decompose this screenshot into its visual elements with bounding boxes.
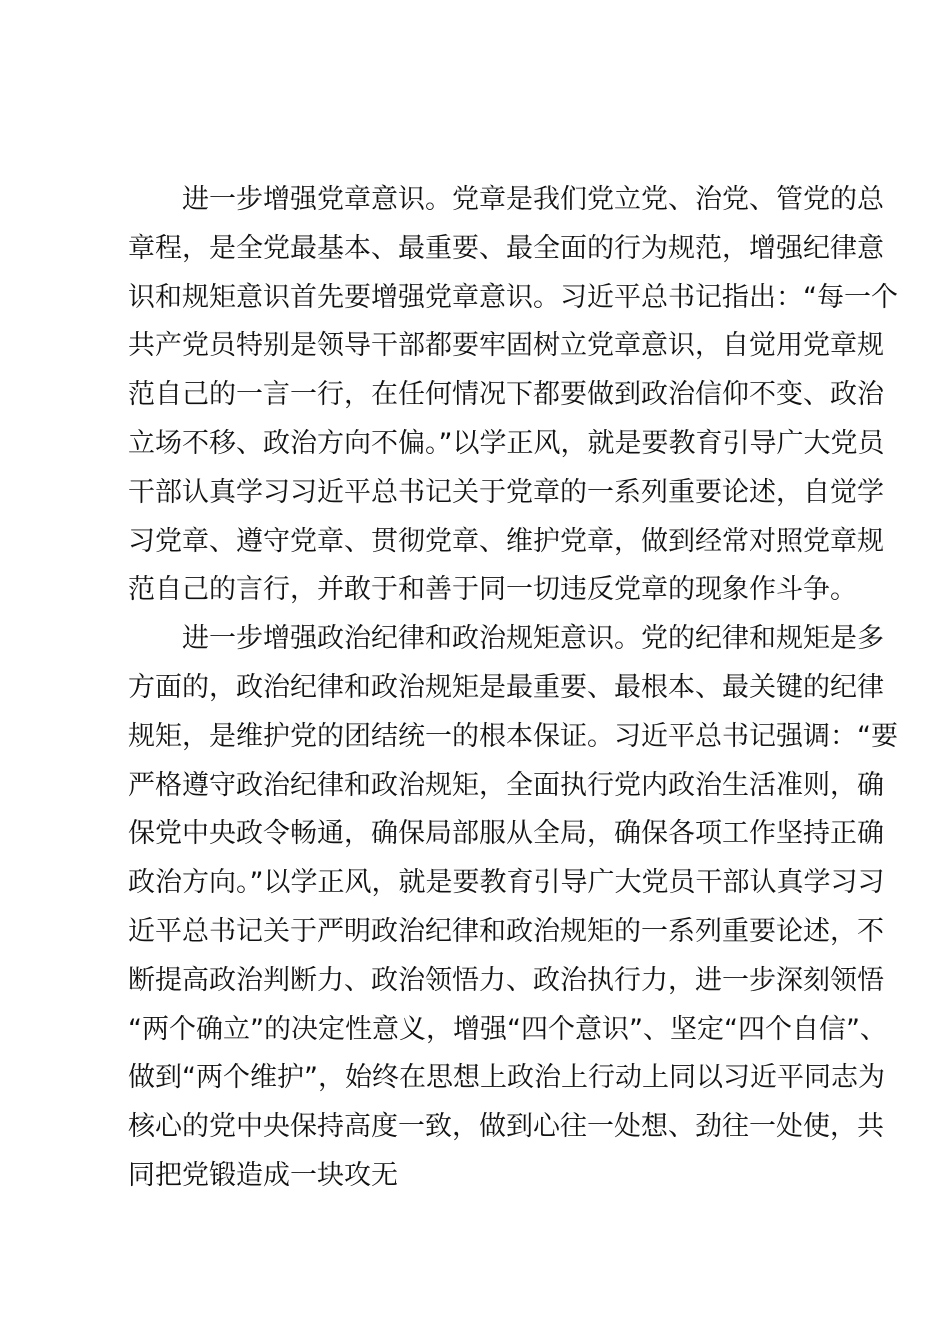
paragraph-political-discipline [128,615,898,1201]
text-line: 做到“两个维护”，始终在思想上政治上行动上同以习近平同志为 [128,1062,885,1094]
text-line: 立场不移、政治方向不偏。”以学正风，就是要教育引导广大党员 [128,427,885,459]
text-line: 范自己的言行，并敢于和善于同一切违反党章的现象作斗争。 [128,574,857,606]
text-line: 章程，是全党最基本、最重要、最全面的行为规范，增强纪律意 [128,232,884,264]
text-line: 共产党员特别是领导干部都要牢固树立党章意识，自觉用党章规 [128,330,884,362]
text-line: 方面的，政治纪律和政治规矩是最重要、最根本、最关键的纪律 [128,671,884,703]
text-line: 范自己的一言一行，在任何情况下都要做到政治信仰不变、政治 [128,379,884,411]
text-line: 近平总书记关于严明政治纪律和政治规矩的一系列重要论述，不 [128,915,884,947]
document-body [128,176,898,1201]
text-line: 保党中央政令畅通，确保局部服从全局，确保各项工作坚持正确 [128,818,884,850]
text-line: 规矩，是维护党的团结统一的根本保证。习近平总书记强调：“要 [128,720,898,752]
text-line: 严格遵守政治纪律和政治规矩，全面执行党内政治生活准则，确 [128,769,884,801]
text-line: 断提高政治判断力、政治领悟力、政治执行力，进一步深刻领悟 [128,964,884,996]
text-line: 进一步增强政治纪律和政治规矩意识。党的纪律和规矩是多 [182,623,884,655]
text-line: 习党章、遵守党章、贯彻党章、维护党章，做到经常对照党章规 [128,525,884,557]
text-line: 政治方向。”以学正风，就是要教育引导广大党员干部认真学习习 [128,867,885,899]
paragraph-party-constitution [128,176,898,615]
text-line: 进一步增强党章意识。党章是我们党立党、治党、管党的总 [182,184,884,215]
text-line: “两个确立”的决定性意义，增强“四个意识”、坚定“四个自信”、 [128,1013,887,1045]
text-line: 同把党锻造成一块攻无 [128,1159,398,1191]
text-line: 核心的党中央保持高度一致，做到心往一处想、劲往一处使，共 [128,1111,884,1143]
text-line: 识和规矩意识首先要增强党章意识。习近平总书记指出：“每一个 [128,281,898,313]
text-line: 干部认真学习习近平总书记关于党章的一系列重要论述，自觉学 [128,476,884,508]
